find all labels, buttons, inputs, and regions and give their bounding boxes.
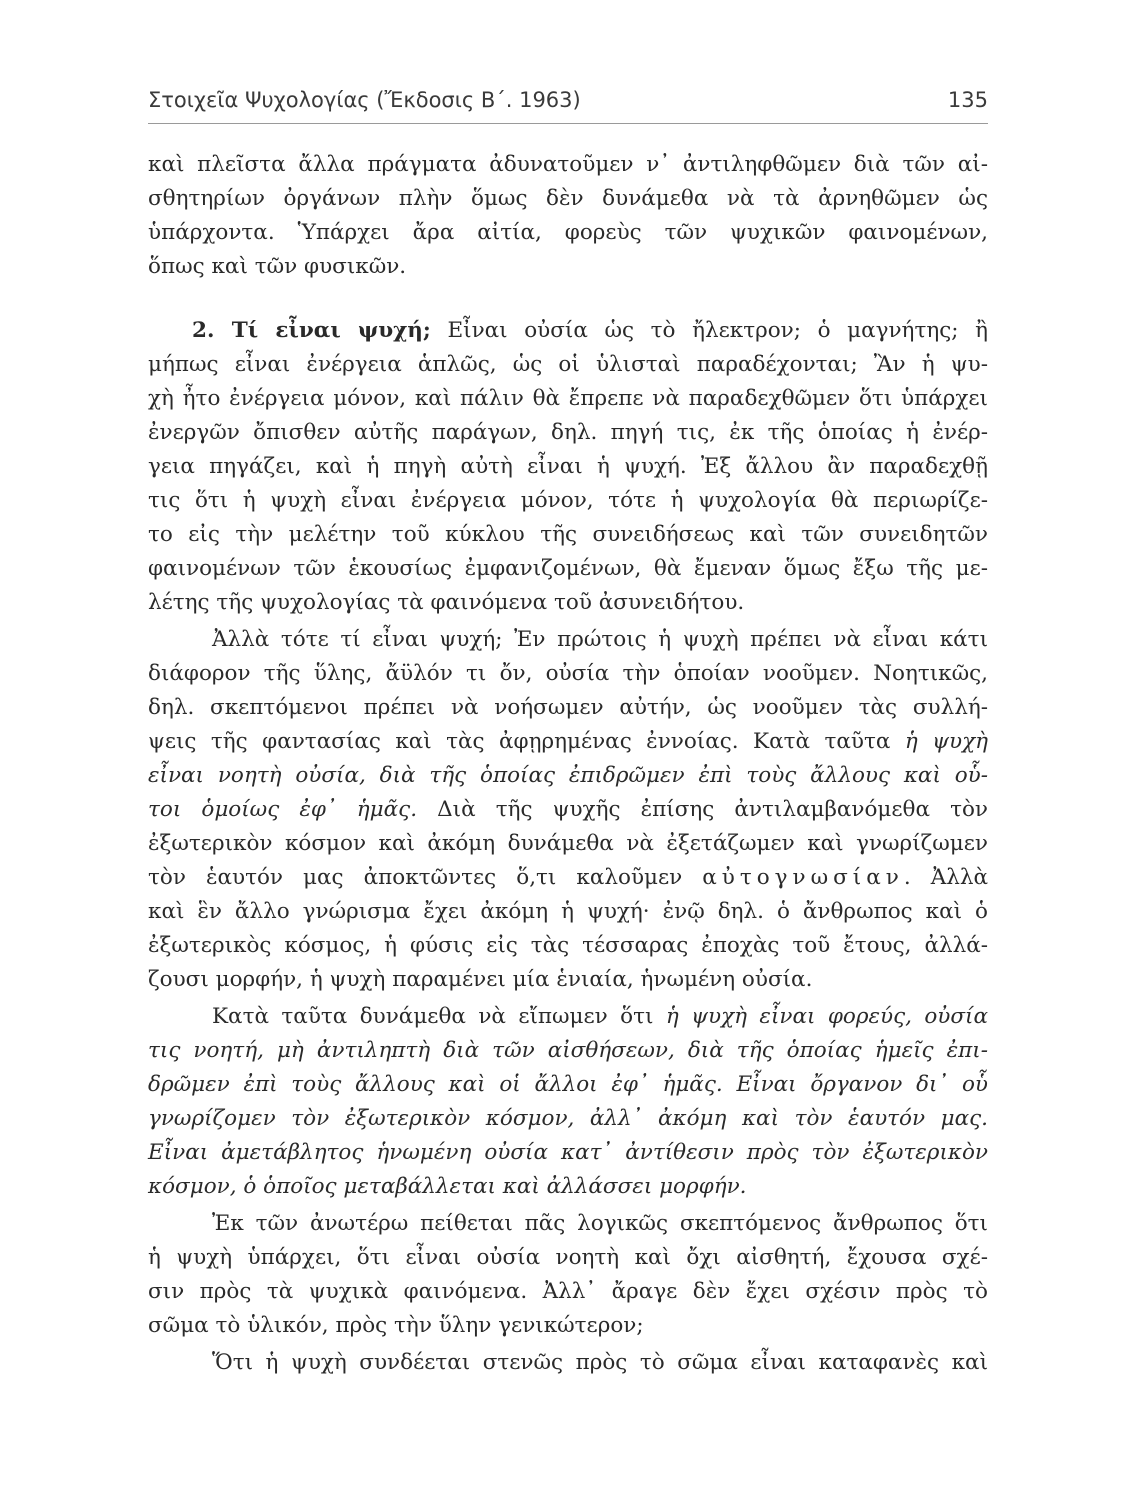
text-line: γνωρίζομεν τὸν ἐξωτερικὸν κόσμον, ἀλλ᾿ ἀκόμη καὶ τὸν ἑαυτόν μας.: [148, 1106, 988, 1131]
text-line: καὶ πλεῖστα ἄλλα πράγματα ἀδυνατοῦμεν ν᾿ ἀντιληφθῶμεν διὰ τῶν αἰ-: [148, 152, 988, 177]
text-line: ἐξωτερικὸς κόσμος, ἡ φύσις εἰς τὰς τέσσαρας ἐποχὰς τοῦ ἔτους, ἀλλά-: [148, 933, 988, 958]
text-line: λέτης τῆς ψυχολογίας τὰ φαινόμενα τοῦ ἀσυνειδήτου.: [148, 590, 745, 615]
running-header: [148, 88, 988, 120]
book-title: Στοιχεῖα Ψυχολογίας (Ἔκδοσις Β΄. 1963): [148, 88, 581, 112]
section-heading-line: 2. Τί εἶναι ψυχή; Εἶναι οὐσία ὡς τὸ ἤλεκτρον; ὁ μαγνήτης; ἢ: [192, 318, 988, 343]
text-line: τις νοητή, μὴ ἀντιληπτὴ διὰ τῶν αἰσθήσεων, διὰ τῆς ὁποίας ἡμεῖς ἐπι-: [148, 1038, 988, 1063]
text-line: Εἶναι ἀμετάβλητος ἡνωμένη οὐσία κατ᾿ ἀντίθεσιν πρὸς τὸν ἐξωτερικὸν: [148, 1140, 988, 1165]
text-line: χὴ ἦτο ἐνέργεια μόνον, καὶ πάλιν θὰ ἔπρεπε νὰ παραδεχθῶμεν ὅτι ὑπάρχει: [148, 386, 988, 411]
text-line: διάφορον τῆς ὕλης, ἄϋλόν τι ὄν, οὐσία τὴν ὁποίαν νοοῦμεν. Νοητικῶς,: [148, 661, 988, 686]
text-line: μήπως εἶναι ἐνέργεια ἁπλῶς, ὡς οἱ ὑλισταὶ παραδέχονται; Ἂν ἡ ψυ-: [148, 352, 988, 377]
section-number: 2.: [192, 318, 232, 343]
text-line: ζουσι μορφήν, ἡ ψυχὴ παραμένει μία ἑνιαία, ἡνωμένη οὐσία.: [148, 967, 813, 992]
header-divider: [148, 123, 988, 124]
spaced-term: αὐτογνωσίαν: [702, 865, 904, 890]
page-number: 135: [947, 88, 988, 112]
text-line: ἡ ψυχὴ ὑπάρχει, ὅτι εἶναι οὐσία νοητὴ καὶ ὄχι αἰσθητή, ἔχουσα σχέ-: [148, 1245, 988, 1270]
text-line: τις ὅτι ἡ ψυχὴ εἶναι ἐνέργεια μόνον, τότε ἡ ψυχολογία θὰ περιωρίζε-: [148, 488, 988, 513]
text-line: σιν πρὸς τὰ ψυχικὰ φαινόμενα. Ἀλλ᾿ ἄραγε δὲν ἔχει σχέσιν πρὸς τὸ: [148, 1279, 988, 1304]
section-title: Τί εἶναι ψυχή;: [231, 318, 431, 343]
text-line: Ὅτι ἡ ψυχὴ συνδέεται στενῶς πρὸς τὸ σῶμα εἶναι καταφανὲς καὶ: [212, 1350, 988, 1375]
text-line: Ἀλλὰ τότε τί εἶναι ψυχή; Ἐν πρώτοις ἡ ψυχὴ πρέπει νὰ εἶναι κάτι: [212, 627, 988, 652]
text-line: δηλ. σκεπτόμενοι πρέπει νὰ νοήσωμεν αὐτήν, ὡς νοοῦμεν τὰς συλλή-: [148, 695, 988, 720]
italic-emphasis: ἡ ψυχὴ: [904, 729, 988, 754]
text-line: ὅπως καὶ τῶν φυσικῶν.: [148, 254, 407, 279]
text-line: Κατὰ ταῦτα δυνάμεθα νὰ εἴπωμεν ὅτι ἡ ψυχὴ εἶναι φορεύς, οὐσία: [212, 1004, 989, 1029]
text-line: γεια πηγάζει, καὶ ἡ πηγὴ αὐτὴ εἶναι ἡ ψυχή. Ἐξ ἄλλου ἂν παραδεχθῇ: [148, 454, 988, 479]
text-line: φαινομένων τῶν ἑκουσίως ἐμφανιζομένων, θὰ ἔμεναν ὅμως ἔξω τῆς με-: [148, 556, 988, 581]
text-line: ψεις τῆς φαντασίας καὶ τὰς ἀφῃρημένας ἐννοίας. Κατὰ ταῦτα ἡ ψυχὴ: [148, 729, 988, 754]
text-line: καὶ ἓν ἄλλο γνώρισμα ἔχει ἀκόμη ἡ ψυχή· ἐνῷ δηλ. ὁ ἄνθρωπος καὶ ὁ: [148, 899, 988, 924]
text-line: ἐνεργῶν ὄπισθεν αὐτῆς παράγων, δηλ. πηγή τις, ἐκ τῆς ὁποίας ἡ ἐνέρ-: [148, 420, 988, 445]
italic-emphasis: ἡ ψυχὴ εἶναι φορεύς, οὐσία: [665, 1004, 989, 1029]
text-line: [148, 759, 988, 793]
text-line: Ἐκ τῶν ἀνωτέρω πείθεται πᾶς λογικῶς σκεπτόμενος ἄνθρωπος ὅτι: [212, 1211, 988, 1236]
italic-emphasis: τοι ὁμοίως ἐφ᾿ ἡμᾶς.: [148, 797, 418, 822]
text-line: τὸν ἑαυτόν μας ἀποκτῶντες ὅ,τι καλοῦμεν αὐτογνωσίαν. Ἀλλὰ: [148, 865, 989, 890]
text-line: τοι ὁμοίως ἐφ᾿ ἡμᾶς. Διὰ τῆς ψυχῆς ἐπίσης ἀντιλαμβανόμεθα τὸν: [148, 797, 988, 822]
italic-emphasis: εἶναι νοητὴ οὐσία, διὰ τῆς ὁποίας ἐπιδρῶμεν ἐπὶ τοὺς ἄλλους καὶ οὗ-: [148, 763, 988, 788]
text-line: ὑπάρχοντα. Ὑπάρχει ἄρα αἰτία, φορεὺς τῶν ψυχικῶν φαινομένων,: [148, 220, 988, 245]
text-line: σῶμα τὸ ὑλικόν, πρὸς τὴν ὕλην γενικώτερον;: [148, 1313, 644, 1338]
text-line: ἐξωτερικὸν κόσμον καὶ ἀκόμη δυνάμεθα νὰ ἐξετάζωμεν καὶ γνωρίζωμεν: [148, 831, 988, 856]
text-line: το εἰς τὴν μελέτην τοῦ κύκλου τῆς συνειδήσεως καὶ τῶν συνειδητῶν: [148, 522, 988, 547]
text-line: δρῶμεν ἐπὶ τοὺς ἄλλους καὶ οἱ ἄλλοι ἐφ᾿ ἡμᾶς. Εἶναι ὄργανον δι᾿ οὗ: [148, 1072, 988, 1097]
text-line: κόσμον, ὁ ὁποῖος μεταβάλλεται καὶ ἀλλάσσει μορφήν.: [148, 1174, 747, 1199]
text-line: σθητηρίων ὀργάνων πλὴν ὅμως δὲν δυνάμεθα νὰ τὰ ἀρνηθῶμεν ὡς: [148, 186, 988, 211]
